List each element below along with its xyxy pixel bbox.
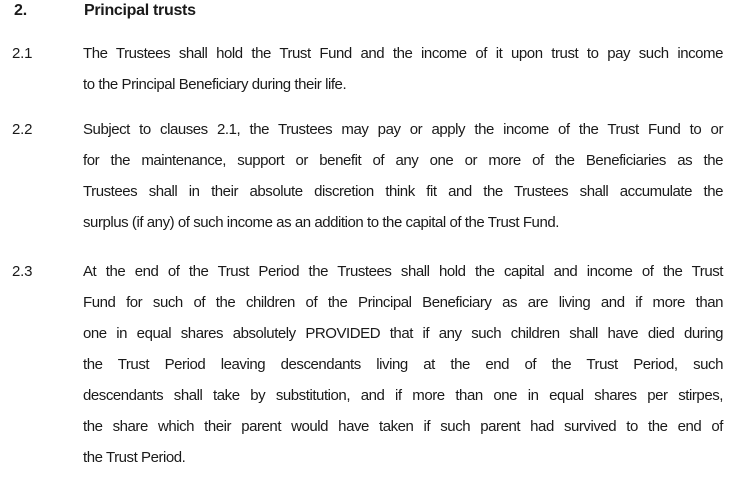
clause-text bbox=[83, 256, 723, 473]
clause-number: 2.3 bbox=[12, 263, 33, 280]
clause-line: the share which their parent would have taken if such parent had survived to the end of bbox=[83, 418, 723, 435]
clause-line: descendants shall take by substitution, and if more than one in equal shares per stirpes, bbox=[83, 387, 723, 404]
clause-line: Subject to clauses 2.1, the Trustees may pay or apply the income of the Trust Fund to or bbox=[83, 121, 723, 138]
clause-line: to the Principal Beneficiary during their life. bbox=[83, 76, 347, 93]
clause-line: the Trust Period leaving descendants living at the end of the Trust Period, such bbox=[83, 356, 723, 373]
section-title: Principal trusts bbox=[84, 2, 196, 19]
section-heading bbox=[0, 0, 743, 24]
clause-line: Fund for such of the children of the Principal Beneficiary as are living and if more than bbox=[83, 294, 723, 311]
clause-text bbox=[83, 114, 723, 238]
section-number: 2. bbox=[14, 2, 27, 19]
clause-number: 2.1 bbox=[12, 45, 33, 62]
clause-line: surplus (if any) of such income as an addition to the capital of the Trust Fund. bbox=[83, 214, 559, 231]
clause-text bbox=[83, 38, 723, 100]
clause-line: At the end of the Trust Period the Trustees shall hold the capital and income of the Trust bbox=[83, 263, 723, 280]
clause-line: one in equal shares absolutely PROVIDED that if any such children shall have died during bbox=[83, 325, 723, 342]
clause-number: 2.2 bbox=[12, 121, 33, 138]
clause-line: the Trust Period. bbox=[83, 449, 186, 466]
clause-line: Trustees shall in their absolute discretion think fit and the Trustees shall accumulate the bbox=[83, 183, 723, 200]
clause-line: The Trustees shall hold the Trust Fund and the income of it upon trust to pay such income bbox=[83, 45, 723, 62]
clause-line: for the maintenance, support or benefit of any one or more of the Beneficiaries as the bbox=[83, 152, 723, 169]
